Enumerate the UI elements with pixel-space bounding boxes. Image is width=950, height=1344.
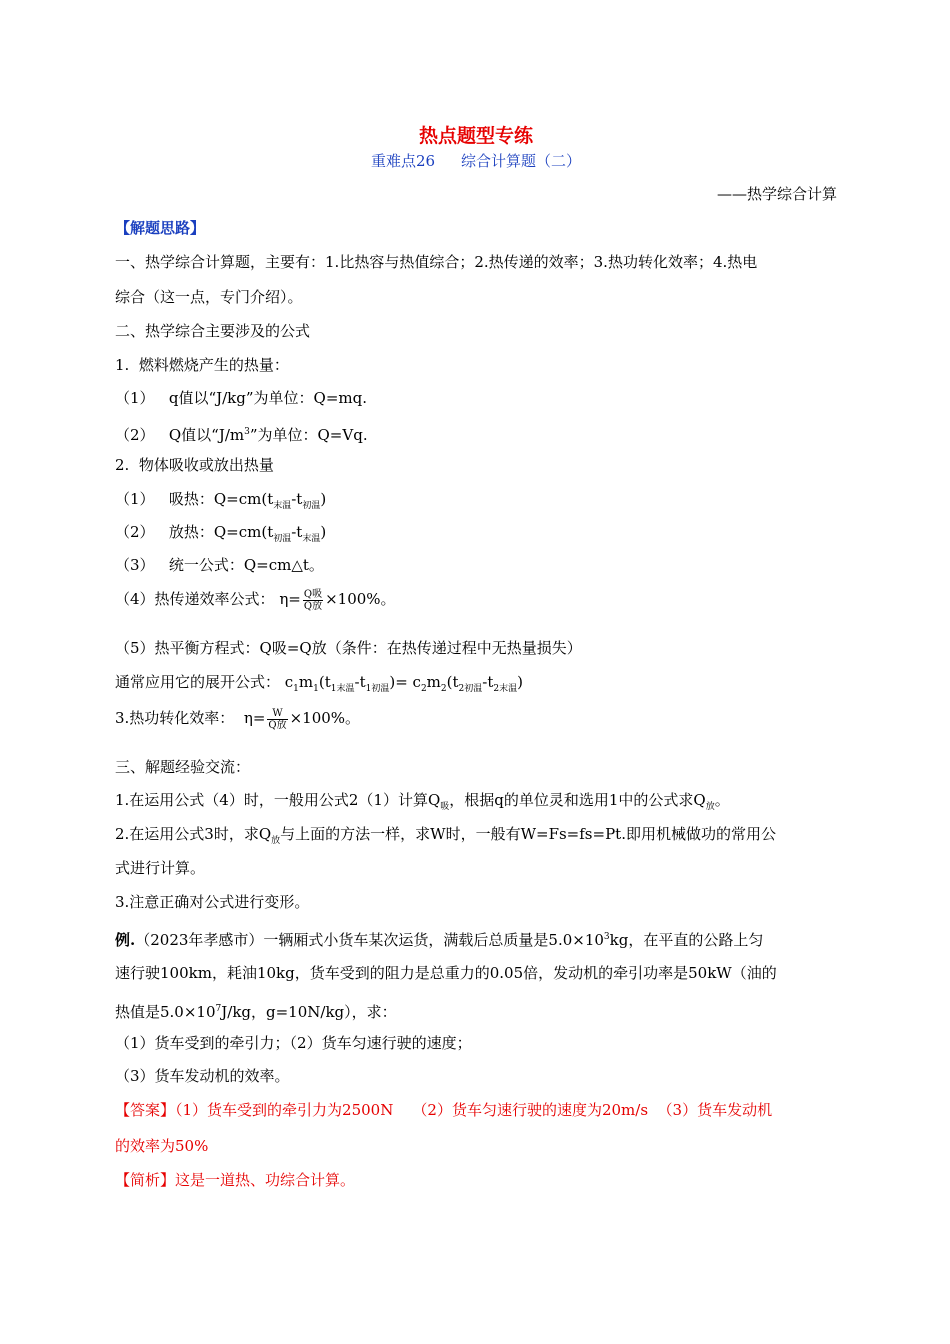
tip-1: 1.在运用公式（4）时，一般用公式2（1）计算$Q_吸$，根据q的单位灵和选用1中的公式求$Q_放$。 bbox=[115, 791, 730, 812]
tip-3: 3.注意正确对公式进行变形。 bbox=[115, 893, 310, 911]
example-line3: 热值是$5.0\times 10^7J/kg$，g=10N/kg），求： bbox=[115, 1003, 397, 1021]
subtitle-topic-number: 重难点26 bbox=[370, 152, 436, 170]
example-question-3: （3）货车发动机的效率。 bbox=[115, 1067, 290, 1085]
example-line1: 例.（2023年孝感市）一辆厢式小货车某次运货，满载后总质量是$5.0\times 10^3kg$，在平直的公路上匀 bbox=[115, 931, 764, 949]
formula-q-mass: （1） q值以“J/kg”为单位：Q=mq. bbox=[115, 389, 368, 407]
analysis: 【简析】这是一道热、功综合计算。 bbox=[115, 1171, 356, 1189]
formula-heat-transfer: 2. 物体吸收或放出热量 bbox=[115, 456, 274, 474]
formula-heat-of-fuel: 1. 燃料燃烧产生的热量： bbox=[115, 356, 289, 374]
subtitle-topic-name: 综合计算题（二） bbox=[461, 152, 582, 170]
tip-2-line2: 式进行计算。 bbox=[115, 859, 206, 877]
tip-2-line1: 2.在运用公式3时，求$Q_放$与上面的方法一样，求W时，一般有W=Fs=fs=Pt.即用机械做功的常用公 bbox=[115, 825, 776, 846]
formula-work-efficiency: 3.热功转化效率： η= $\frac{W}{\text{Q放}}$ ×100%。 bbox=[115, 707, 361, 731]
formula-expanded: 通常应用它的展开公式： $c_1m_1(t_{1末温}-t_{1初温})= c_2m_2(t_{2初温}-t_{2末温})$ bbox=[115, 673, 523, 694]
page-title: 热点题型专练 bbox=[418, 125, 533, 147]
part3-heading: 三、解题经验交流： bbox=[115, 758, 251, 776]
answer-line2: 的效率为50% bbox=[115, 1137, 209, 1155]
formula-unified: （3） 统一公式：Q=cm△t。 bbox=[115, 556, 324, 574]
section-label: 【解题思路】 bbox=[115, 219, 206, 237]
fraction: $\frac{W}{\text{Q放}}$ bbox=[268, 707, 287, 731]
formula-release: （2） 放热：$Q=cm(t_{初温}-t_{末温})$ bbox=[115, 523, 327, 544]
part2-heading: 二、热学综合主要涉及的公式 bbox=[115, 322, 311, 340]
formula-q-volume: （2） Q值以“$J/m^3$”为单位：Q=Vq. bbox=[115, 426, 368, 444]
example-question-1-2: （1）货车受到的牵引力；（2）货车匀速行驶的速度； bbox=[115, 1034, 472, 1052]
page-subtitle bbox=[115, 150, 837, 172]
example-line2: 速行驶100km，耗油10kg，货车受到的阻力是总重力的0.05倍，发动机的牵引功率是50kW（油的 bbox=[115, 964, 777, 982]
fraction: $\frac{\text{Q吸}}{\text{Q放}}$ bbox=[303, 588, 323, 612]
formula-transfer-efficiency: （4）热传递效率公式： η= $\frac{\text{Q吸}}{\text{Q放}}$ ×100%。 bbox=[115, 588, 396, 612]
topic-tag: ——热学综合计算 bbox=[716, 185, 837, 203]
answer-line1: 【答案】（1）货车受到的牵引力为2500N （2）货车匀速行驶的速度为20m/s （3）货车发动机 bbox=[115, 1101, 773, 1119]
example-label: 例. bbox=[115, 931, 136, 949]
formula-absorb: （1） 吸热：$Q=cm(t_{末温}-t_{初温})$ bbox=[115, 490, 327, 511]
formula-heat-balance: （5）热平衡方程式：Q吸=Q放（条件：在热传递过程中无热量损失） bbox=[115, 639, 582, 657]
part1-line2: 综合（这一点，专门介绍）。 bbox=[115, 288, 303, 306]
part1-line1: 一、热学综合计算题，主要有：1.比热容与热值综合；2.热传递的效率；3.热功转化效率；4.热电 bbox=[115, 253, 758, 271]
